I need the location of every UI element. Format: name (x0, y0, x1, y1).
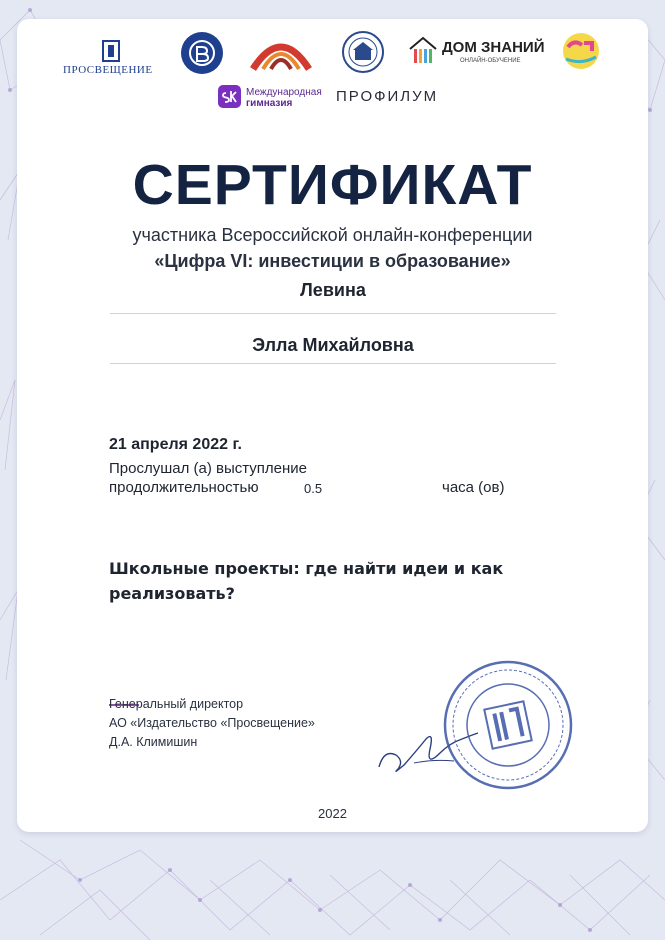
dom-znaniy-sublabel: ОНЛАЙН-ОБУЧЕНИЕ (460, 58, 521, 64)
gymnasium-logo (218, 85, 328, 111)
prosveshchenie-logo (63, 38, 159, 84)
certificate-title: СЕРТИФИКАТ (132, 153, 533, 217)
certificate-card (17, 19, 648, 832)
surname-underline (110, 313, 556, 314)
name-underline (110, 363, 556, 364)
event-date: 21 апреля 2022 г. (109, 436, 242, 453)
hse-logo (180, 31, 224, 75)
academy-logo (342, 30, 384, 74)
prosveshchenie-emblem-icon (63, 38, 159, 64)
signer-role: Генеральный директор (109, 697, 244, 711)
duration-label: продолжительностью (109, 479, 259, 496)
gymnasium-label-line1: Международная (246, 87, 322, 98)
ei-deti-logo (558, 31, 604, 71)
gymnasium-label-line2: гимназия (246, 98, 293, 109)
academy-seal-icon (342, 30, 384, 74)
listened-label: Прослушал (а) выступление (109, 460, 308, 477)
talk-title: Школьные проекты: где найти идеи и как реализовать? (109, 559, 504, 603)
ei-deti-logo-icon (558, 31, 604, 71)
institute-arc-logo-icon (249, 31, 313, 73)
signer-organization: АО «Издательство «Просвещение» (109, 716, 315, 730)
certificate-subtitle: участника Всероссийской онлайн-конференции (132, 225, 533, 245)
participant-surname: Левина (300, 280, 366, 300)
conference-name: «Цифра VI: инвестиции в образование» (154, 251, 511, 271)
signer-name: Д.А. Климишин (109, 735, 198, 749)
duration-unit: часа (ов) (442, 479, 505, 496)
stamp-seal-icon (442, 659, 574, 791)
institute-logo (249, 31, 313, 73)
profilum-logo: ПРОФИЛУМ (336, 88, 439, 105)
prosveshchenie-label: ПРОСВЕЩЕНИЕ (63, 64, 153, 76)
duration-value: 0.5 (304, 481, 323, 496)
sk-badge-icon (218, 85, 241, 108)
dom-znaniy-logo (408, 36, 545, 72)
participant-given-names: Элла Михайловна (252, 335, 414, 355)
certificate-year: 2022 (318, 806, 347, 821)
hse-emblem-icon (180, 31, 224, 75)
house-icon (408, 36, 438, 66)
dom-znaniy-label: ДОМ ЗНАНИЙ (442, 39, 545, 56)
